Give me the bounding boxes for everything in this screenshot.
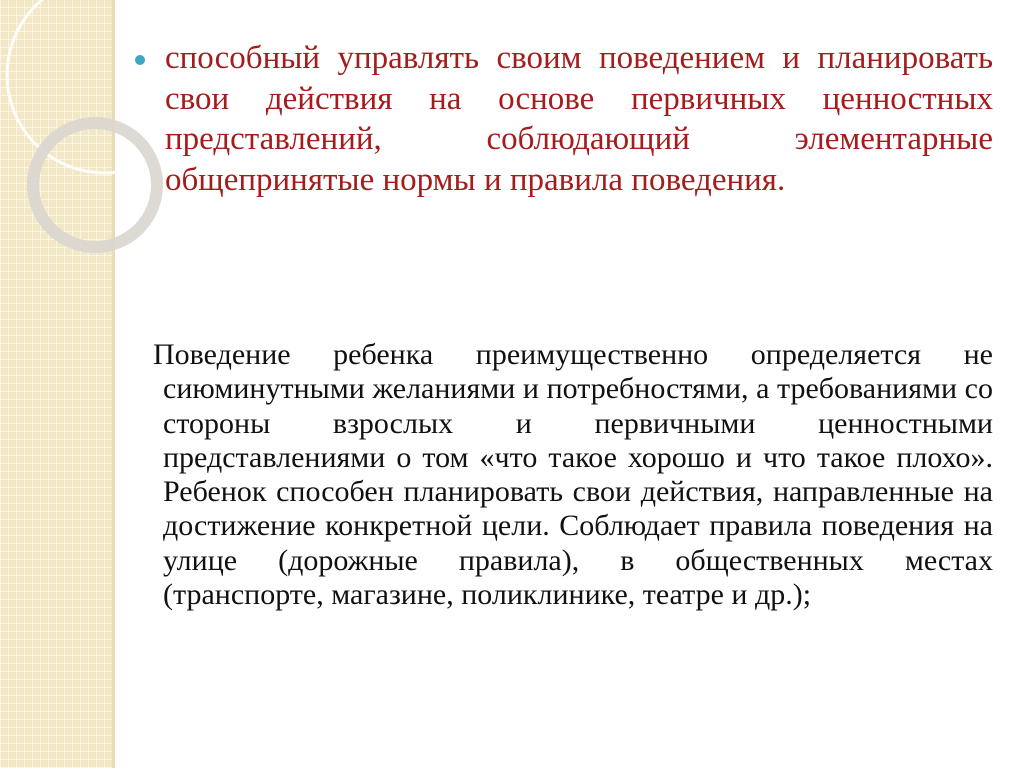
description-paragraph: [153, 338, 993, 612]
bullet-item: [135, 38, 993, 200]
bullet-point-icon: [135, 55, 145, 65]
bullet-text: способный управлять своим поведением и планировать свои действия на основе первичных ценностных представлений, соблюдающий элементарные общепринятые нормы и правила поведения.: [165, 40, 993, 198]
paragraph-text: Поведение ребенка преимущественно определяется не сиюминутными желаниями и потребностями, а требованиями со стороны взрослых и первичными ценностными представлениями о том «что такое хорошо и что такое плохо». Ребенок способен планировать свои действия, направленные на достижение конкретной цели. Соблюдает правила поведения на улице (дорожные правила), в общественных местах (транспорте, магазине, поликлинике, театре и др.);: [153, 338, 993, 612]
